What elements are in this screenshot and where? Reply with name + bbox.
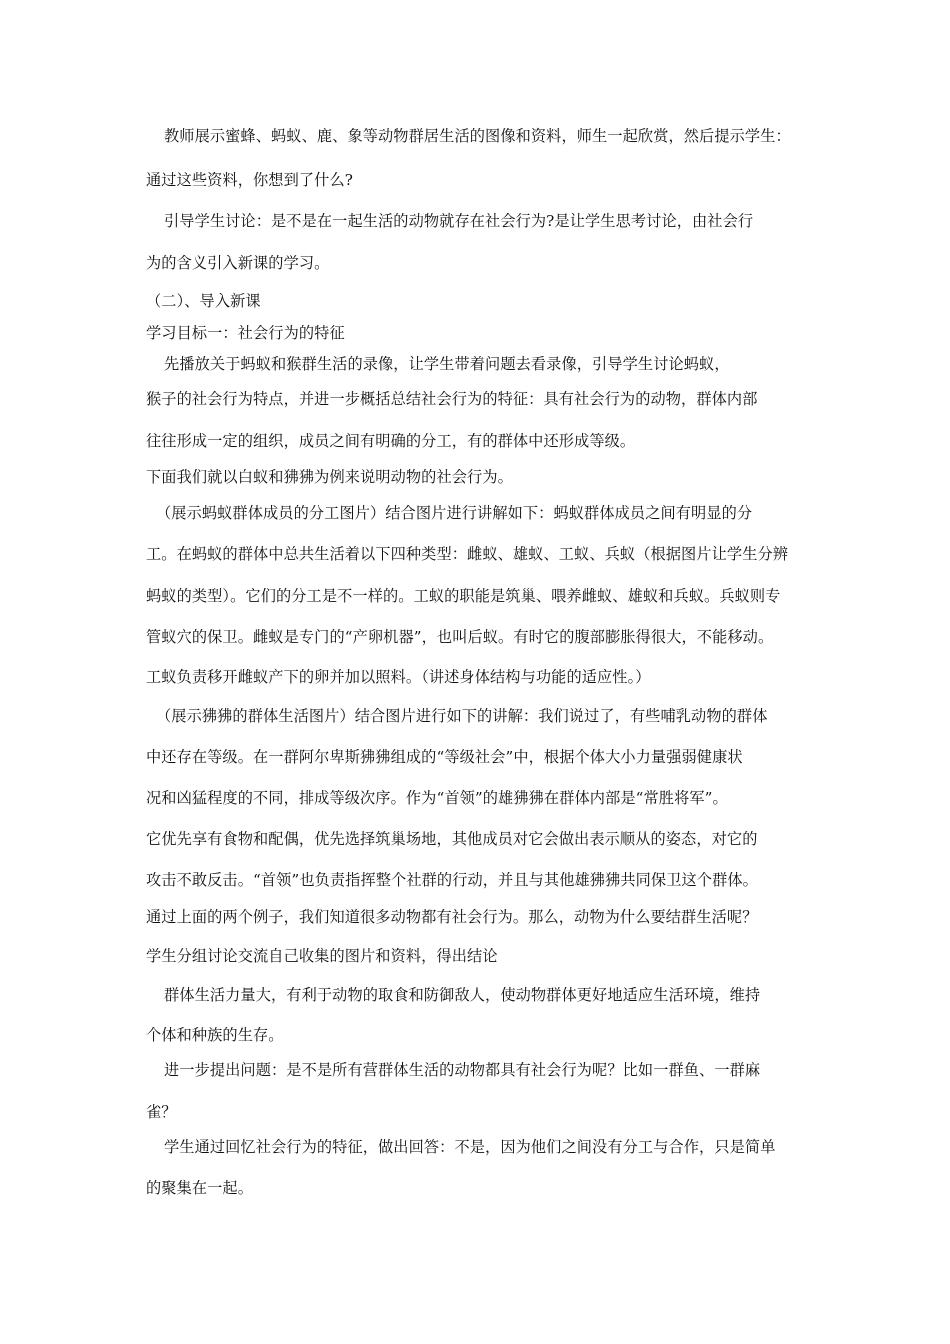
paragraph-line: 先播放关于蚂蚁和猴群生活的录像，让学生带着问题去看录像，引导学生讨论蚂蚁， <box>164 355 730 373</box>
paragraph-line: 进一步提出问题：是不是所有营群体生活的动物都具有社会行为呢？比如一群鱼、一群麻 <box>164 1061 761 1079</box>
paragraph-line: 为的含义引入新课的学习。 <box>146 254 330 272</box>
paragraph-line: 通过这些资料，你想到了什么? <box>146 171 353 189</box>
paragraph-line: 学生分组讨论交流自己收集的图片和资料，得出结论 <box>146 947 498 965</box>
paragraph-line: 群体生活力量大，有利于动物的取食和防御敌人，使动物群体更好地适应生活环境，维持 <box>164 986 761 1004</box>
paragraph-line: 往往形成一定的组织，成员之间有明确的分工，有的群体中还形成等级。 <box>146 432 636 450</box>
paragraph-line: 工蚁负责移开雌蚁产下的卵并加以照料。（讲述身体结构与功能的适应性。） <box>146 668 651 686</box>
paragraph-line: 下面我们就以白蚁和狒狒为例来说明动物的社会行为。 <box>146 468 513 486</box>
paragraph-line: 猴子的社会行为特点，并进一步概括总结社会行为的特征：具有社会行为的动物，群体内部 <box>146 390 758 408</box>
paragraph-line: 的聚集在一起。 <box>146 1179 254 1197</box>
paragraph-line: 蚂蚁的类型）。它们的分工是不一样的。工蚁的职能是筑巢、喂养雌蚁、雄蚁和兵蚁。兵蚁则专 <box>146 587 781 605</box>
subheading: 学习目标一：社会行为的特征 <box>146 324 345 342</box>
paragraph-line: 它优先享有食物和配偶，优先选择筑巢场地，其他成员对它会做出表示顺从的姿态，对它的 <box>146 830 758 848</box>
paragraph-line: 引导学生讨论：是不是在一起生活的动物就存在社会行为?是让学生思考讨论，由社会行 <box>164 212 754 230</box>
paragraph-line: 教师展示蜜蜂、蚂蚁、鹿、象等动物群居生活的图像和资料，师生一起欣赏，然后提示学生： <box>164 127 791 145</box>
paragraph-line: 攻击不敢反击。“首领”也负责指挥整个社群的行动，并且与其他雄狒狒共同保卫这个群体。 <box>146 871 758 889</box>
paragraph-line: 个体和种族的生存。 <box>146 1026 284 1044</box>
paragraph-line: 通过上面的两个例子，我们知道很多动物都有社会行为。那么，动物为什么要结群生活呢？ <box>146 908 758 926</box>
paragraph-line: 工。在蚂蚁的群体中总共生活着以下四种类型：雌蚁、雄蚁、工蚁、兵蚁（根据图片让学生分辨 <box>146 545 789 563</box>
paragraph-line: （展示狒狒的群体生活图片）结合图片进行如下的讲解：我们说过了，有些哺乳动物的群体 <box>156 707 768 725</box>
paragraph-line: （展示蚂蚁群体成员的分工图片）结合图片进行讲解如下：蚂蚁群体成员之间有明显的分 <box>156 504 753 522</box>
paragraph-line: 雀？ <box>146 1103 177 1121</box>
paragraph-line: 中还存在等级。在一群阿尔卑斯狒狒组成的“等级社会”中，根据个体大小力量强弱健康状 <box>146 748 743 766</box>
paragraph-line: 况和凶猛程度的不同，排成等级次序。作为“首领”的雄狒狒在群体内部是“常胜将军”。 <box>146 789 728 807</box>
paragraph-line: 管蚁穴的保卫。雌蚁是专门的“产卵机器”，也叫后蚁。有时它的腹部膨胀得很大，不能移动。 <box>146 628 774 646</box>
paragraph-line: 学生通过回忆社会行为的特征，做出回答：不是，因为他们之间没有分工与合作，只是简单 <box>164 1138 776 1156</box>
section-heading: （二）、导入新课 <box>146 292 261 310</box>
